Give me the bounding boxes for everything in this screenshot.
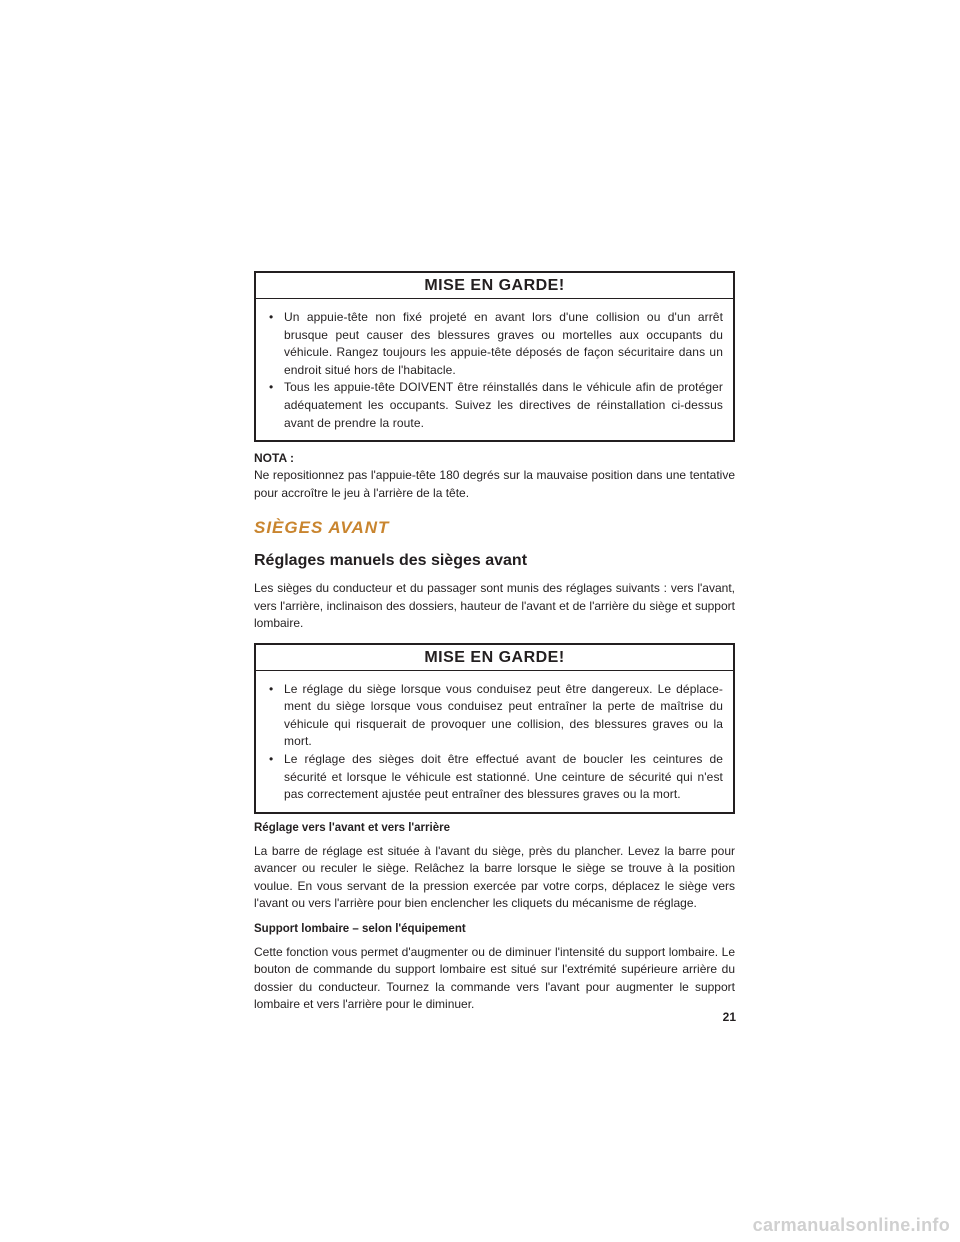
- warning-item: • Un appuie-tête non fixé projeté en avant lors d'une collision ou d'un arrêt brusque peut causer des blessures graves ou mortelles aux occupants du véhicule. Rangez toujours les appuie-tête déposés de façon sécuritaire dans un endroit situé hors de l'habitacle.: [269, 310, 723, 377]
- intro-paragraph: Les sièges du conducteur et du passager sont munis des réglages suivants : vers l'avant, vers l'arrière, inclinaison des dossiers, hauteur de l'avant et de l'arrière du siège et support lombaire.: [254, 581, 735, 631]
- bullet-icon: •: [269, 752, 274, 767]
- bullet-icon: •: [269, 681, 274, 696]
- page-number: 21: [722, 1010, 736, 1024]
- fore-aft-heading: Réglage vers l'avant et vers l'arrière: [254, 821, 450, 834]
- nota-text: Ne repositionnez pas l'appuie-tête 180 degrés sur la mauvaise position dans une tentative pour accroître le jeu à l'arrière de la tête.: [254, 468, 735, 500]
- bullet-icon: •: [269, 310, 274, 324]
- watermark: carmanualsonline.info: [752, 1215, 950, 1235]
- bullet-icon: •: [269, 380, 274, 395]
- lumbar-heading: Support lombaire – selon l'équipement: [254, 922, 466, 935]
- warning-box-seat-adjust: [254, 643, 735, 814]
- page-content: [254, 271, 735, 1014]
- lumbar-text: Cette fonction vous permet d'augmenter ou de diminuer l'intensité du support lombaire. Le bouton de commande du support lombaire est situé sur l'extrémité supérieure arrière du dossier du conducteur. Tournez la commande vers l'avant pour augmenter le support lombaire et vers l'arrière pour le diminuer.: [254, 944, 735, 1012]
- warning-title: MISE EN GARDE!: [256, 273, 733, 299]
- warning-item: • Le réglage des sièges doit être effectué avant de boucler les ceintures de sécurité et lorsque le véhicule est stationné. Une ceinture de sécurité qui n'est pas correctement ajustée peut entraîner des blessures graves ou la mort.: [269, 752, 723, 802]
- nota-label: NOTA :: [254, 451, 294, 466]
- warning-box-headrest: [254, 271, 735, 442]
- warning-list: [256, 299, 733, 440]
- warning-list: [256, 671, 733, 812]
- warning-item: • Le réglage du siège lorsque vous conduisez peut être dangereux. Le déplace-ment du siège lorsque vous conduisez peut entraîner la perte de maîtrise du véhicule qui risquerait de provoquer une collision, des blessures graves ou la mort.: [269, 681, 723, 749]
- warning-item: • Tous les appuie-tête DOIVENT être réinstallés dans le véhicule afin de protéger adéquatement les occupants. Suivez les directives de réinstallation ci-dessus avant de prendre la route.: [269, 380, 723, 430]
- fore-aft-text: La barre de réglage est située à l'avant du siège, près du plancher. Levez la barre pour avancer ou reculer le siège. Relâchez la barre lorsque le siège se trouve à la position voulue. En vous servant de la pression exercée par votre corps, déplacez le siège vers l'avant ou vers l'arrière pour bien enclencher les cliquets du mécanisme de réglage.: [254, 843, 735, 911]
- subsection-title: Réglages manuels des sièges avant: [254, 552, 528, 570]
- warning-title: MISE EN GARDE!: [256, 645, 733, 671]
- section-title: SIÈGES AVANT: [254, 518, 390, 538]
